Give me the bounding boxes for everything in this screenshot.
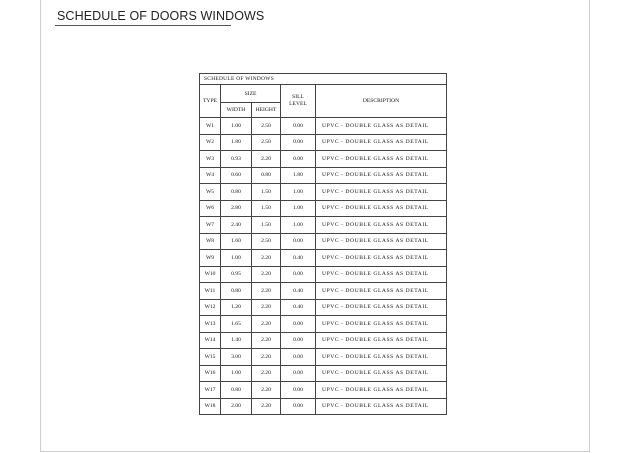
title-underline [55,25,231,26]
cell-width: 1.60 [221,233,252,250]
cell-type: W8 [200,233,221,250]
cell-width: 1.65 [221,316,252,333]
table-caption: SCHEDULE OF WINDOWS [200,74,447,85]
cell-description: UPVC - DOUBLE GLASS AS DETAIL [316,151,447,168]
table-row [200,332,447,349]
table-caption-row [200,74,447,85]
cell-sill-level: 1.00 [281,200,316,217]
cell-type: W10 [200,266,221,283]
cell-type: W1 [200,118,221,135]
table-row [200,250,447,267]
table-row [200,316,447,333]
header-row-1 [200,85,447,103]
cell-type: W12 [200,299,221,316]
cell-description: UPVC - DOUBLE GLASS AS DETAIL [316,382,447,399]
table-row [200,299,447,316]
table-row [200,398,447,415]
cell-sill-level: 0.40 [281,299,316,316]
table-row [200,184,447,201]
cell-height: 2.20 [252,250,281,267]
cell-type: W2 [200,134,221,151]
cell-width: 1.20 [221,299,252,316]
cell-width: 1.40 [221,332,252,349]
cell-description: UPVC - DOUBLE GLASS AS DETAIL [316,283,447,300]
cell-sill-level: 0.00 [281,332,316,349]
cell-height: 2.20 [252,332,281,349]
cell-type: W4 [200,167,221,184]
cell-description: UPVC - DOUBLE GLASS AS DETAIL [316,365,447,382]
cell-description: UPVC - DOUBLE GLASS AS DETAIL [316,332,447,349]
cell-width: 0.80 [221,184,252,201]
table-row [200,283,447,300]
table-row [200,365,447,382]
cell-height: 2.20 [252,299,281,316]
cell-sill-level: 1.80 [281,167,316,184]
window-schedule-table [199,73,447,415]
cell-sill-level: 0.00 [281,151,316,168]
cell-height: 0.80 [252,167,281,184]
header-description: DESCRIPTION [316,85,447,118]
cell-width: 0.80 [221,382,252,399]
cell-type: W11 [200,283,221,300]
table-row [200,151,447,168]
cell-description: UPVC - DOUBLE GLASS AS DETAIL [316,398,447,415]
header-height: HEIGHT [252,103,281,118]
cell-type: W13 [200,316,221,333]
cell-height: 2.20 [252,283,281,300]
table-row [200,382,447,399]
cell-type: W6 [200,200,221,217]
cell-height: 2.20 [252,266,281,283]
cell-sill-level: 0.00 [281,365,316,382]
cell-sill-level: 0.00 [281,316,316,333]
cell-width: 0.60 [221,167,252,184]
cell-height: 2.50 [252,233,281,250]
cell-sill-level: 0.00 [281,382,316,399]
cell-sill-level: 0.00 [281,349,316,366]
cell-type: W7 [200,217,221,234]
cell-type: W16 [200,365,221,382]
cell-height: 2.20 [252,151,281,168]
cell-description: UPVC - DOUBLE GLASS AS DETAIL [316,349,447,366]
cell-height: 2.20 [252,365,281,382]
cell-sill-level: 0.40 [281,250,316,267]
cell-height: 1.50 [252,184,281,201]
cell-width: 0.95 [221,266,252,283]
cell-type: W17 [200,382,221,399]
cell-height: 1.50 [252,200,281,217]
cell-height: 2.50 [252,134,281,151]
cell-description: UPVC - DOUBLE GLASS AS DETAIL [316,167,447,184]
cell-type: W5 [200,184,221,201]
cell-width: 0.80 [221,283,252,300]
table-row [200,118,447,135]
cell-sill-level: 0.00 [281,266,316,283]
page-title: SCHEDULE OF DOORS WINDOWS [57,9,265,23]
cell-description: UPVC - DOUBLE GLASS AS DETAIL [316,316,447,333]
cell-type: W18 [200,398,221,415]
cell-width: 2.80 [221,200,252,217]
cell-width: 2.00 [221,398,252,415]
cell-type: W9 [200,250,221,267]
table-row [200,233,447,250]
table-row [200,217,447,234]
cell-sill-level: 0.00 [281,398,316,415]
table-row [200,200,447,217]
cell-width: 1.00 [221,250,252,267]
cell-width: 1.80 [221,134,252,151]
cell-sill-level: 0.00 [281,118,316,135]
cell-height: 2.50 [252,118,281,135]
cell-height: 1.50 [252,217,281,234]
cell-width: 1.00 [221,365,252,382]
table-row [200,266,447,283]
cell-sill-level: 0.00 [281,134,316,151]
table-row [200,134,447,151]
cell-description: UPVC - DOUBLE GLASS AS DETAIL [316,184,447,201]
cell-height: 2.20 [252,398,281,415]
cell-type: W14 [200,332,221,349]
header-type: TYPE [200,85,221,118]
cell-width: 2.40 [221,217,252,234]
header-size: SIZE [221,85,281,103]
cell-description: UPVC - DOUBLE GLASS AS DETAIL [316,134,447,151]
cell-height: 2.20 [252,349,281,366]
cell-description: UPVC - DOUBLE GLASS AS DETAIL [316,299,447,316]
cell-sill-level: 1.00 [281,184,316,201]
cell-sill-level: 0.00 [281,233,316,250]
cell-height: 2.20 [252,382,281,399]
cell-description: UPVC - DOUBLE GLASS AS DETAIL [316,118,447,135]
cell-type: W3 [200,151,221,168]
header-width: WIDTH [221,103,252,118]
cell-description: UPVC - DOUBLE GLASS AS DETAIL [316,200,447,217]
table-row [200,349,447,366]
cell-sill-level: 0.40 [281,283,316,300]
cell-description: UPVC - DOUBLE GLASS AS DETAIL [316,266,447,283]
cell-description: UPVC - DOUBLE GLASS AS DETAIL [316,250,447,267]
cell-width: 1.00 [221,118,252,135]
cell-width: 0.93 [221,151,252,168]
cell-sill-level: 1.00 [281,217,316,234]
table-row [200,167,447,184]
cell-description: UPVC - DOUBLE GLASS AS DETAIL [316,217,447,234]
header-sill-level: SILL LEVEL [281,85,316,118]
cell-height: 2.20 [252,316,281,333]
cell-description: UPVC - DOUBLE GLASS AS DETAIL [316,233,447,250]
cell-type: W15 [200,349,221,366]
cell-width: 3.00 [221,349,252,366]
